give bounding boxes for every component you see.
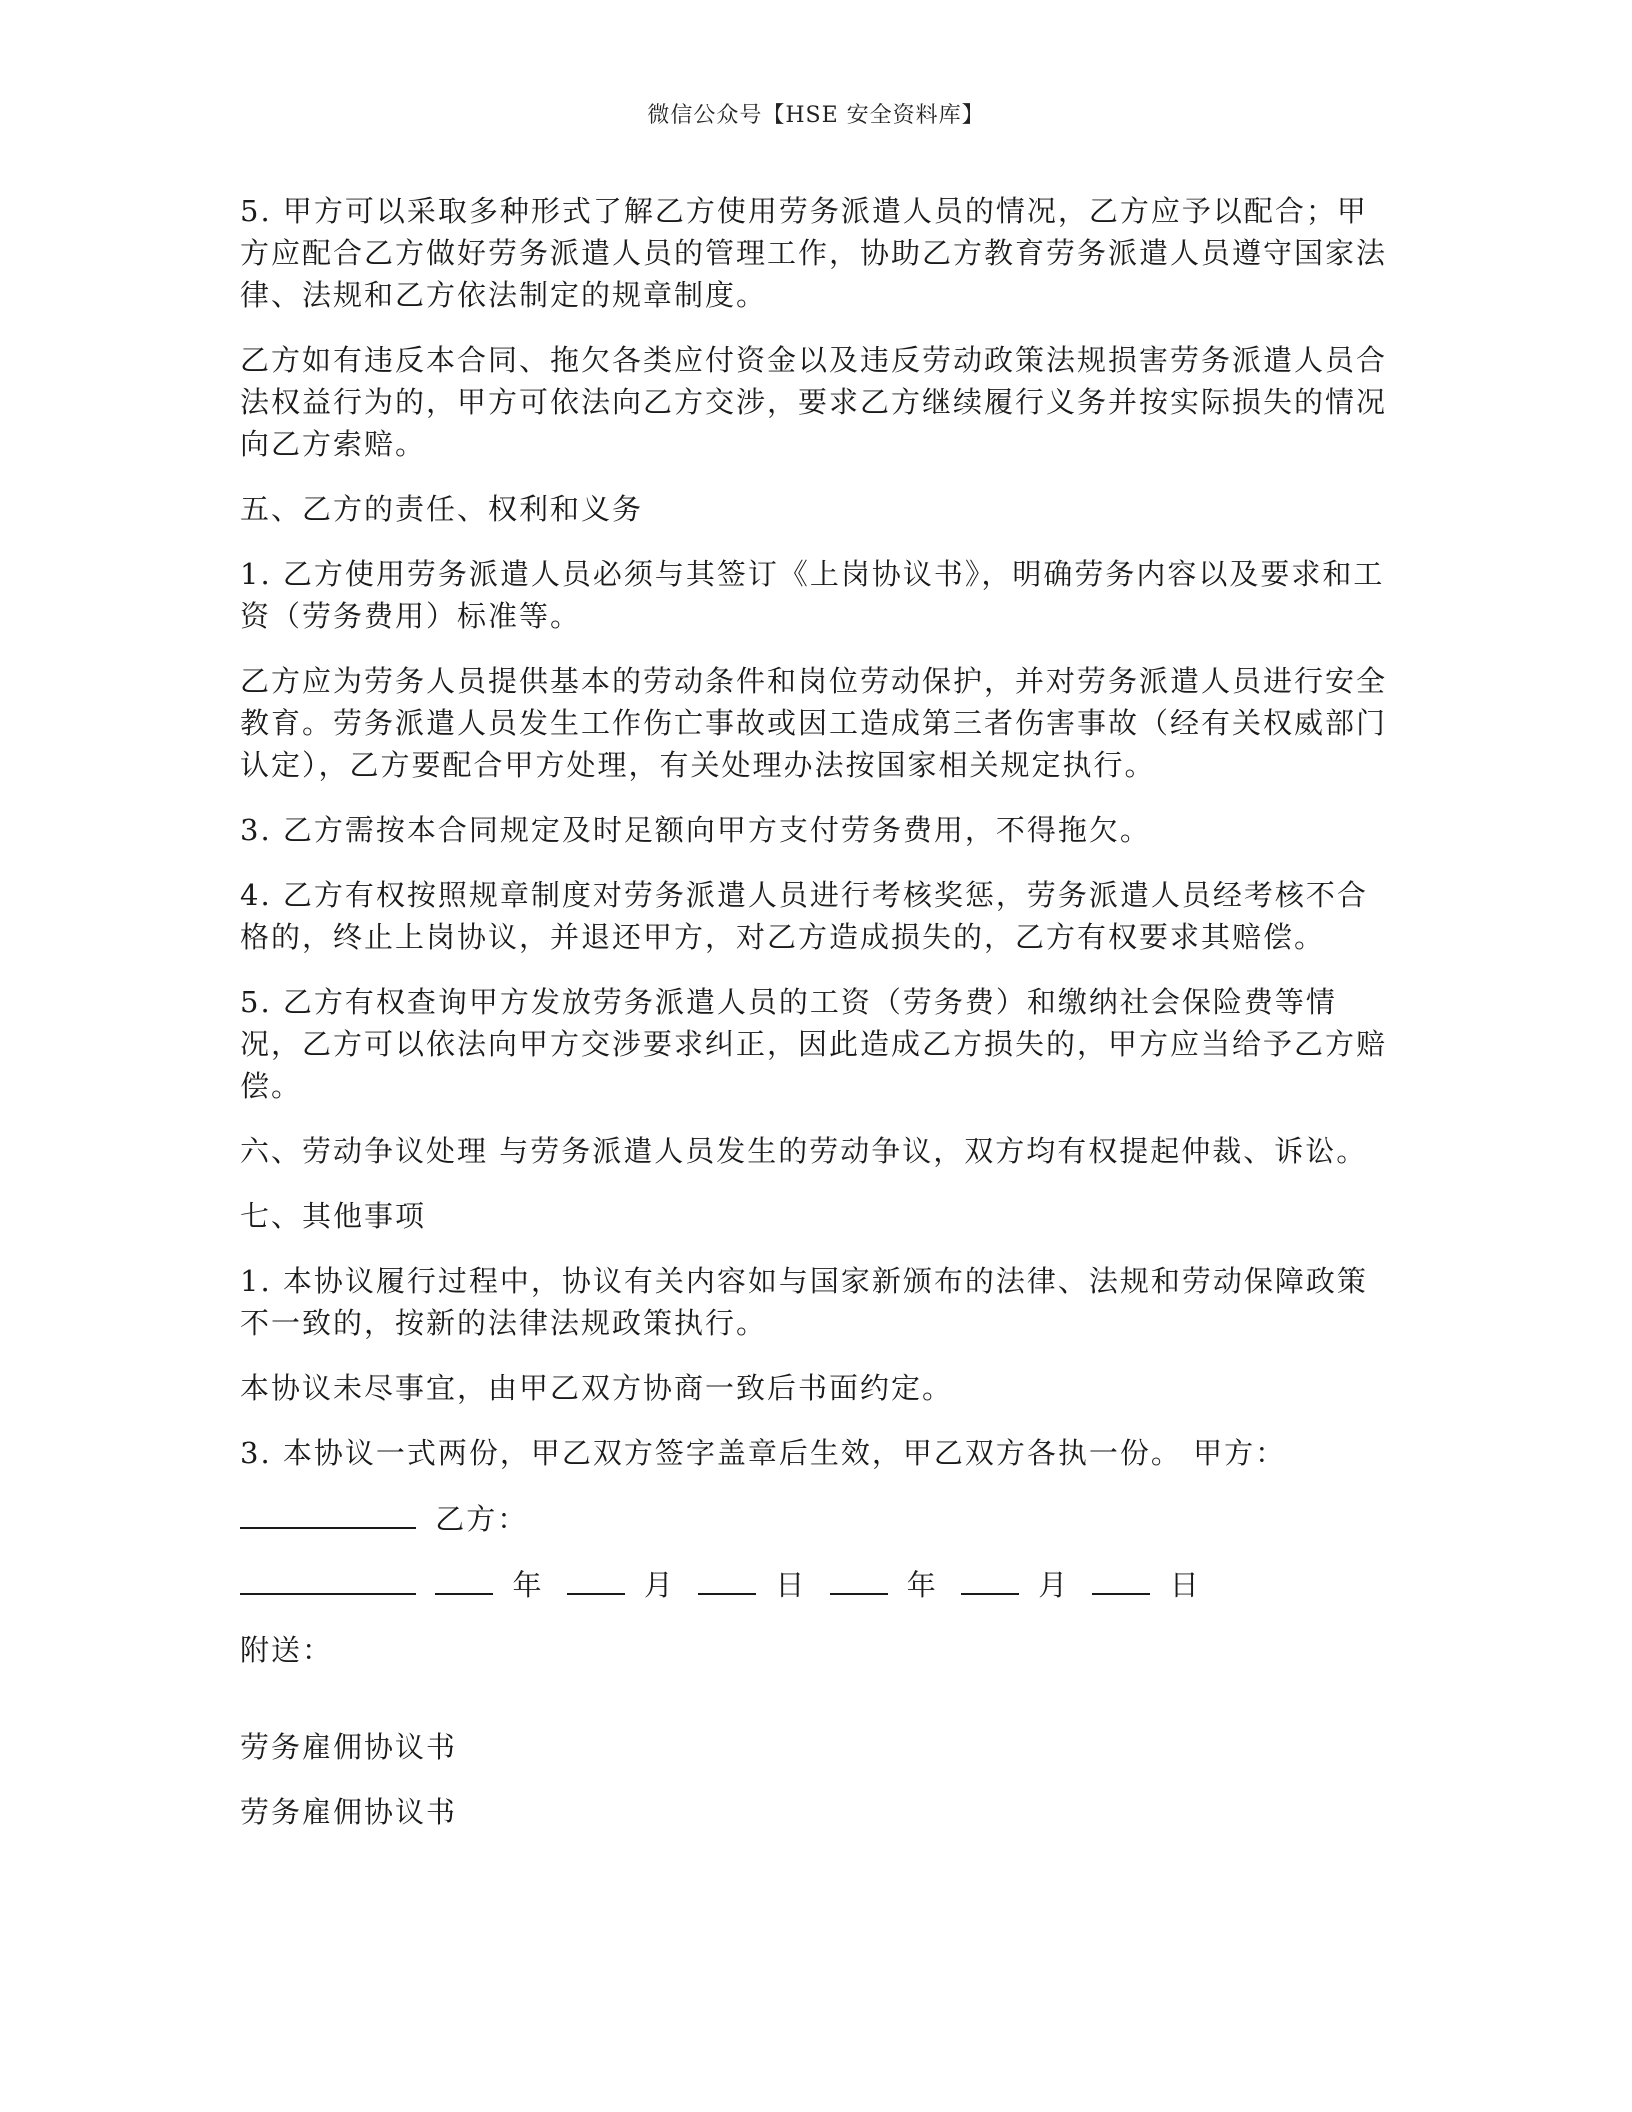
attachment-item: 劳务雇佣协议书 [240,1795,458,1829]
signature-line-party-b [240,1497,1390,1540]
year-blank [830,1563,888,1595]
paragraph: 本协议未尽事宜，由甲乙双方协商一致后书面约定。 [240,1371,954,1405]
year-blank [435,1563,493,1595]
month-blank [961,1563,1019,1595]
month-label: 月 [1038,1568,1070,1602]
paragraph: 3. 乙方需按本合同规定及时足额向甲方支付劳务费用，不得拖欠。 [240,813,1151,847]
party-a-signature-blank [240,1497,416,1529]
paragraph: 乙方应为劳务人员提供基本的劳动条件和岗位劳动保护，并对劳务派遣人员进行安全教育。劳务派遣人员发生工作伤亡事故或因工造成第三者伤害事故（经有关权威部门认定），乙方要配合甲方处理，有关处理办法按国家相关规定执行。 [240,664,1388,782]
year-label: 年 [906,1568,938,1602]
month-blank [567,1563,625,1595]
day-label: 日 [775,1568,807,1602]
month-label: 月 [643,1568,675,1602]
paragraph: 六、劳动争议处理 与劳务派遣人员发生的劳动争议，双方均有权提起仲裁、诉讼。 [240,1134,1368,1168]
paragraph: 5. 乙方有权查询甲方发放劳务派遣人员的工资（劳务费）和缴纳社会保险费等情况，乙方可以依法向甲方交涉要求纠正，因此造成乙方损失的，甲方应当给予乙方赔偿。 [240,985,1388,1103]
page-header: 微信公众号【HSE 安全资料库】 [647,103,985,128]
paragraph: 1. 乙方使用劳务派遣人员必须与其签订《上岗协议书》，明确劳务内容以及要求和工资（劳务费用）标准等。 [240,557,1385,633]
day-label: 日 [1169,1568,1201,1602]
document-body [240,190,1390,1856]
section-heading: 七、其他事项 [240,1199,427,1233]
day-blank [1092,1563,1150,1595]
paragraph: 乙方如有违反本合同、拖欠各类应付资金以及违反劳动政策法规损害劳务派遣人员合法权益行为的，甲方可依法向乙方交涉，要求乙方继续履行义务并按实际损失的情况向乙方索赔。 [240,343,1388,461]
signature-date-line [240,1563,1390,1606]
party-b-signature-blank [240,1563,416,1595]
section-heading: 五、乙方的责任、权利和义务 [240,492,644,526]
attachment-label: 附送： [240,1633,334,1667]
day-blank [698,1563,756,1595]
paragraph: 5. 甲方可以采取多种形式了解乙方使用劳务派遣人员的情况，乙方应予以配合；甲方应配合乙方做好劳务派遣人员的管理工作，协助乙方教育劳务派遣人员遵守国家法律、法规和乙方依法制定的规章制度。 [240,194,1388,312]
year-label: 年 [512,1568,544,1602]
attachment-item: 劳务雇佣协议书 [240,1730,458,1764]
paragraph: 3. 本协议一式两份，甲乙双方签字盖章后生效，甲乙双方各执一份。 甲方： [240,1436,1287,1470]
paragraph: 4. 乙方有权按照规章制度对劳务派遣人员进行考核奖惩，劳务派遣人员经考核不合格的，终止上岗协议，并退还甲方，对乙方造成损失的，乙方有权要求其赔偿。 [240,878,1368,954]
paragraph: 1. 本协议履行过程中，协议有关内容如与国家新颁布的法律、法规和劳动保障政策不一致的，按新的法律法规政策执行。 [240,1264,1368,1340]
party-b-label: 乙方： [435,1502,529,1536]
